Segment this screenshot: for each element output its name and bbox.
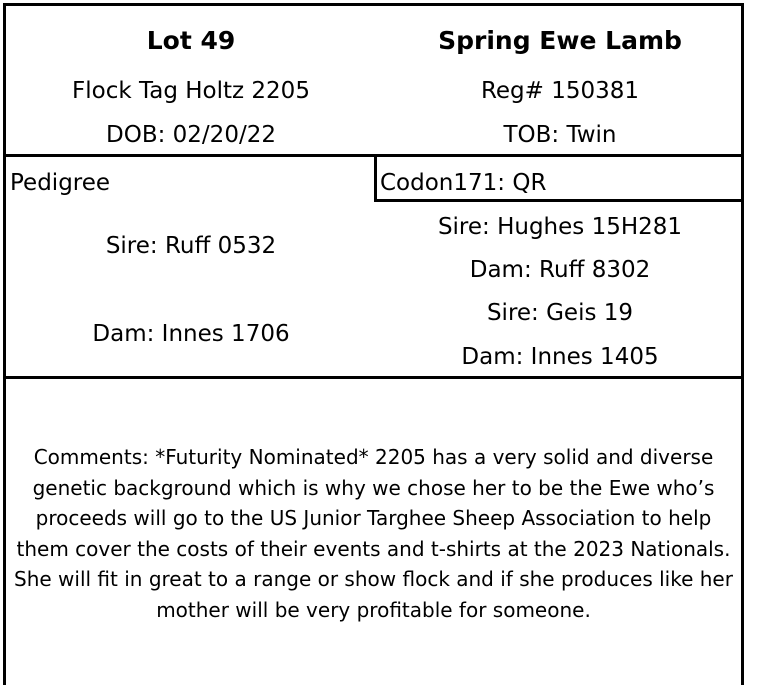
comments-line: them cover the costs of their events and t-shirts at the 2023 Nationals. [16, 536, 731, 561]
codon-box-left-border [374, 154, 377, 200]
sire: Sire: Ruff 0532 [105, 233, 277, 259]
lot-number: Lot 49 [146, 26, 236, 55]
pedigree-divider [6, 376, 741, 379]
registration-number: Reg# 150381 [480, 78, 640, 104]
lot-card [3, 3, 744, 685]
type-of-birth: TOB: Twin [503, 122, 617, 148]
comments-line: mother will be very profitable for someone. [156, 597, 591, 622]
dam-sire: Sire: Geis 19 [486, 300, 634, 326]
codon-label: Codon171: QR [380, 170, 547, 196]
flock-tag: Flock Tag Holtz 2205 [72, 78, 310, 104]
sire-sire: Sire: Hughes 15H281 [437, 214, 683, 240]
comments-line: genetic background which is why we chose her to be the Ewe who’s [32, 475, 715, 500]
date-of-birth: DOB: 02/20/22 [106, 122, 276, 148]
comments-line: She will fit in great to a range or show flock and if she produces like her [14, 567, 733, 591]
sire-dam: Dam: Ruff 8302 [469, 257, 651, 283]
lamb-type: Spring Ewe Lamb [438, 26, 682, 55]
dam-dam: Dam: Innes 1405 [461, 344, 659, 370]
comments-line: Comments: *Futurity Nominated* 2205 has a very solid and diverse [33, 445, 714, 469]
comments-line: proceeds will go to the US Junior Targhee Sheep Association to help [35, 506, 712, 530]
dam: Dam: Innes 1706 [92, 321, 290, 347]
codon-box-bottom-border [374, 199, 741, 202]
comments [6, 442, 741, 625]
pedigree-label: Pedigree [10, 170, 111, 196]
